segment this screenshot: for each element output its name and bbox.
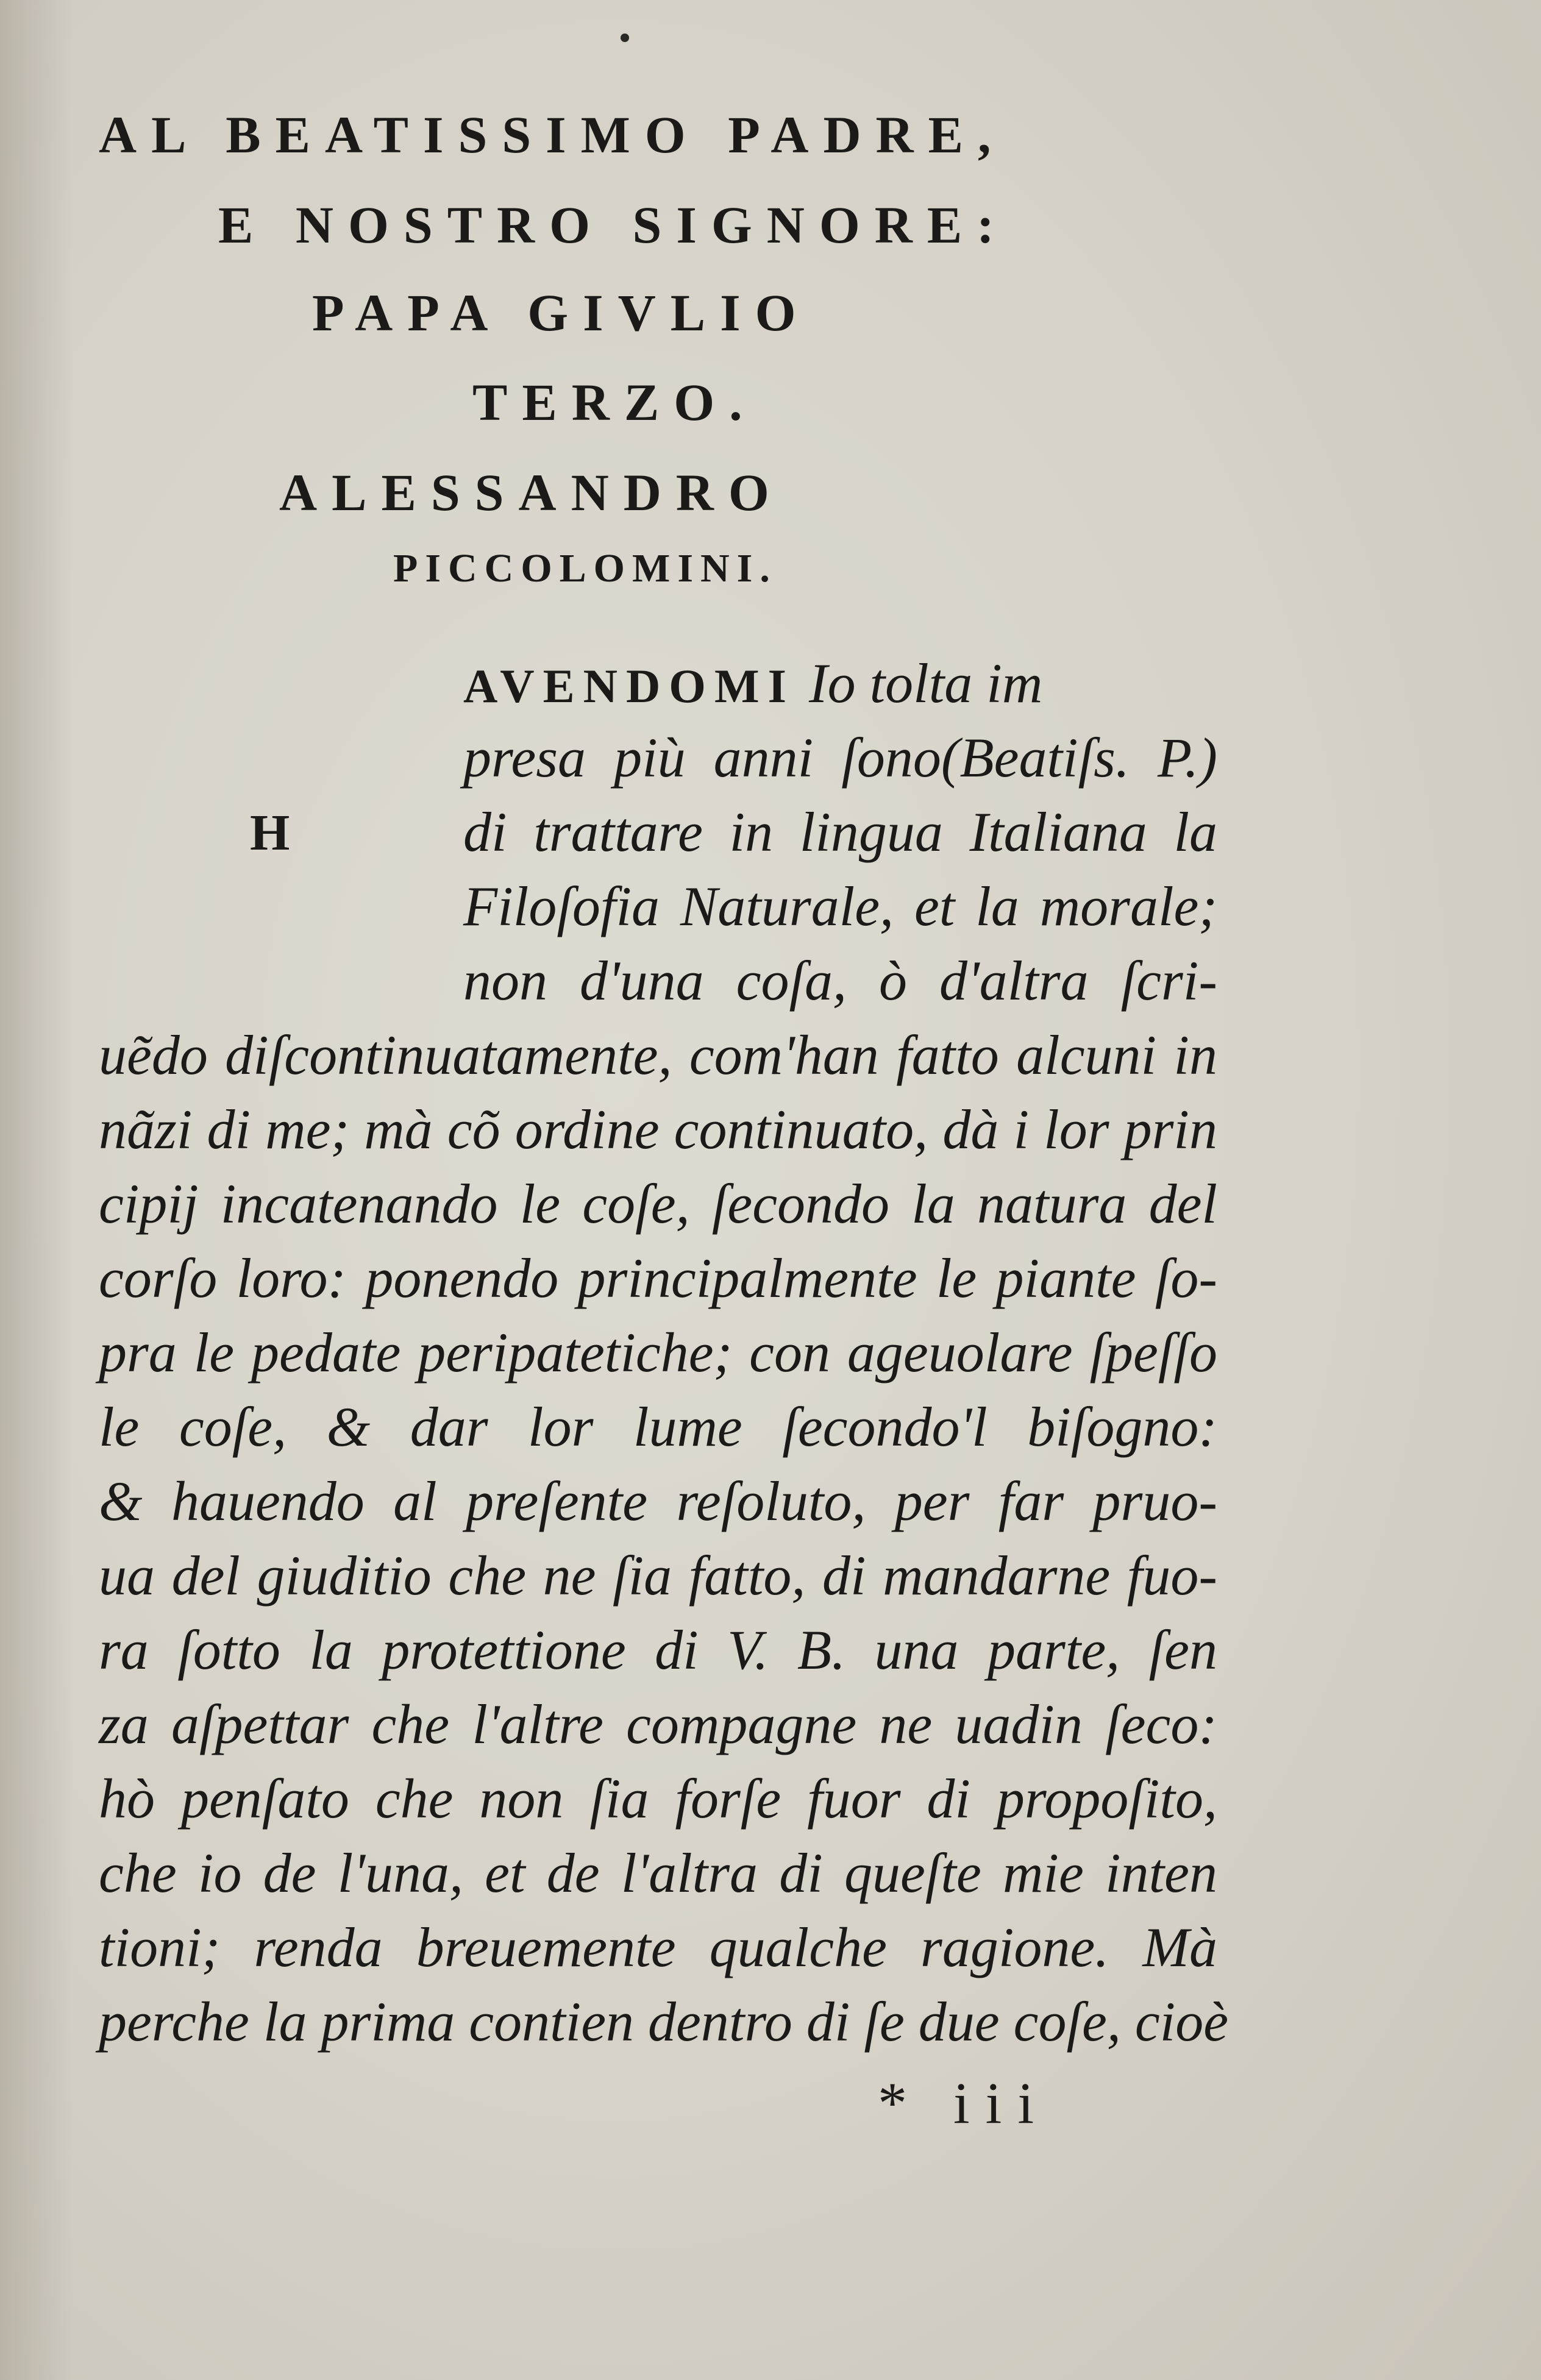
body-text: Io tolta im xyxy=(794,652,1043,714)
body-line-3: di trattare in lingua Italiana la xyxy=(463,801,1217,863)
body-line-5: non d'una coſa, ò d'altra ſcri- xyxy=(463,950,1217,1012)
heading-line-4: TERZO. xyxy=(472,373,757,432)
body-line-8: cipij incatenando le coſe, ſecondo la natura del xyxy=(99,1173,1217,1235)
body-line-7: nãzi di me; mà cõ ordine continuato, dà i lor prin xyxy=(99,1098,1217,1160)
heading-line-1: AL BEATISSIMO PADRE, xyxy=(99,105,1006,164)
heading-line-6: PICCOLOMINI. xyxy=(393,546,777,591)
page-edge-shadow xyxy=(0,0,73,2380)
body-line-19: perche la prima contien dentro di ſe due coſe, cioè xyxy=(99,1991,1229,2053)
body-line-17: che io de l'una, et de l'altra di queſte mie inten xyxy=(99,1842,1217,1904)
signature-mark: * iii xyxy=(878,2070,1050,2136)
body-line-4: Filoſofia Naturale, et la morale; xyxy=(463,875,1217,937)
ink-dot xyxy=(621,34,629,42)
heading-line-3: PAPA GIVLIO xyxy=(312,283,811,342)
body-line-11: le coſe, & dar lor lume ſecondo'l biſogno: xyxy=(99,1396,1217,1458)
body-line-16: hò penſato che non ſia forſe fuor di propoſito, xyxy=(99,1767,1217,1830)
body-line-2: presa più anni ſono(Beatiſs. P.) xyxy=(463,726,1217,789)
body-line-14: ra ſotto la protettione di V. B. una parte, ſen xyxy=(99,1619,1217,1681)
body-line-10: pra le pedate peripatetiche; con ageuolare ſpeſſo xyxy=(99,1321,1217,1384)
body-line-18: tioni; renda breuemente qualche ragione. Mà xyxy=(99,1916,1217,1978)
first-word: AVENDOMI xyxy=(463,659,795,712)
body-line-13: ua del giuditio che ne ſia fatto, di mandarne fuo- xyxy=(99,1544,1217,1607)
initial-letter: H xyxy=(250,805,290,861)
heading-line-5: ALESSANDRO xyxy=(279,463,784,522)
heading-line-2: E NOSTRO SIGNORE: xyxy=(218,196,1009,254)
body-line-9: corſo loro: ponendo principalmente le piante ſo- xyxy=(99,1247,1217,1309)
body-line-12: & hauendo al preſente reſoluto, per far pruo- xyxy=(99,1470,1217,1532)
body-line-15: za aſpettar che l'altre compagne ne uadin ſeco: xyxy=(99,1693,1217,1755)
body-line-6: uẽdo diſcontinuatamente, com'han fatto alcuni in xyxy=(99,1024,1217,1086)
body-line-1 xyxy=(463,652,1217,714)
